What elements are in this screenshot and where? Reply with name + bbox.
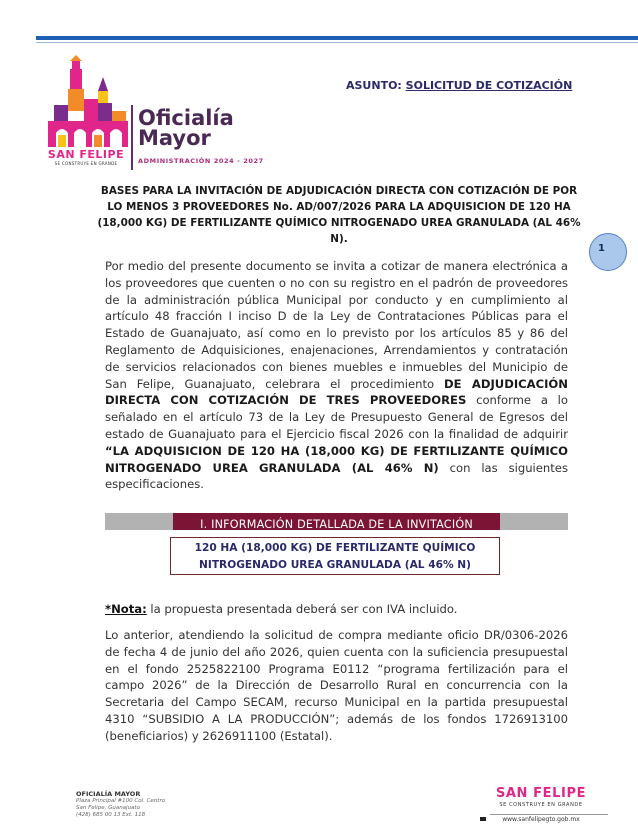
note-line (105, 602, 458, 616)
document-heading: BASES PARA LA INVITACIÓN DE ADJUDICACIÓN DIRECTA CON COTIZACIÓN DE POR LO MENOS 3 PROVEEDORES No. AD/007/2026 PARA LA ADQUISICION DE 120 HA (18,000 KG) DE FERTILIZANTE QUÍMICO NITROGENADO UREA GRANULADA (AL 46% N). (97, 185, 581, 245)
footer-rule (490, 814, 608, 815)
footer-marker (480, 817, 486, 821)
note-label: *Nota: (105, 602, 147, 616)
subject-line (346, 79, 572, 92)
budget-paragraph: Lo anterior, atendiendo la solicitud de compra mediante oficio DR/0306-2026 de fecha 4 de junio del año 2026, quien cuenta con la suficiencia presupuestal en el fondo 2525822100 Programa E0112 “programa fertilización para el campo 2026” de la Dirección de Desarrollo Rural en concurrencia con la Secretaria del Campo SECAM, recurso Municipal en la partida presupuestal 4310 “SUBSIDIO A LA PRODUCCIÓN”; además de los fondos 1726913100 (beneficiarios) y 2626911100 (Estatal). (105, 628, 568, 743)
footer-phone: (428) 685 00 13 Ext. 118 (76, 812, 146, 818)
page-number-badge (589, 233, 627, 271)
header-rule-thin (36, 42, 638, 43)
footer-contact (76, 790, 165, 819)
san-felipe-logo (48, 55, 130, 150)
note-text: la propuesta presentada deberá ser con IVA incluido. (146, 602, 458, 616)
footer-address-2: San Felipe, Guanajuato (76, 805, 140, 811)
intro-text-1: Por medio del presente documento se invita a cotizar de manera electrónica a los proveedores que cuenten o no con su registro en el padrón de proveedores de la administración pública Municipal por conducto y en cumplimiento al artículo 48 fracción I inciso D de la Ley de Contrataciones Públicas para el Estado de Guanajuato, así como en lo previsto por los artículos 85 y 86 del Reglamento de Adquisiciones, enajenaciones, Arrendamientos y contratación de servicios relacionados con bienes muebles e inmuebles del Municipio de San Felipe, Guanajuato, celebrara el procedimiento (105, 259, 568, 391)
section-title: I. INFORMACIÓN DETALLADA DE LA INVITACIÓN (200, 518, 473, 531)
intro-paragraph (105, 258, 568, 493)
item-line-2: NITROGENADO UREA GRANULADA (AL 46% N) (199, 559, 471, 571)
footer-brand-block (476, 786, 606, 823)
office-name: Oficialía Mayor (138, 106, 234, 150)
footer-brand: SAN FELIPE (495, 786, 587, 801)
footer-url[interactable]: www.sanfelipegto.gob.mx (502, 816, 580, 823)
item-line-1: 120 HA (18,000 KG) DE FERTILIZANTE QUÍMICO (194, 542, 476, 554)
page-number: 1 (598, 243, 605, 254)
footer-address-1: Plaza Principal #100 Col. Centro (76, 798, 166, 804)
administration-period: ADMINISTRACIÓN 2024 - 2027 (138, 157, 264, 165)
subject-value: SOLICITUD DE COTIZACIÓN (405, 79, 573, 92)
item-box (170, 537, 500, 575)
intro-text-3: con las siguientes especificaciones. (105, 460, 568, 492)
logo-slogan: SE CONSTRUYE EN GRANDE (54, 161, 118, 166)
subject-label: ASUNTO: (346, 79, 402, 92)
intro-bold-1: DE ADJUDICACIÓN DIRECTA CON COTIZACIÓN DE TRES PROVEEDORES (105, 376, 568, 408)
footer-slogan: SE CONSTRUYE EN GRANDE (499, 802, 583, 808)
footer-office: OFICIALÍA MAYOR (76, 790, 141, 798)
header-rule (36, 36, 638, 40)
section-header-inner (173, 513, 500, 530)
section-header (105, 513, 568, 530)
intro-text-2: conforme a lo señalado en el artículo 73 de la Ley de Presupuesto General de Egresos del estado de Guanajuato para el Ejercicio fiscal 2026 con la finalidad de adquirir (105, 393, 568, 441)
header-divider (131, 105, 133, 170)
intro-bold-2: “LA ADQUISICION DE 120 HA (18,000 KG) DE FERTILIZANTE QUÍMICO NITROGENADO UREA GRANULADA (AL 46% N) (105, 443, 568, 475)
logo-brand: SAN FELIPE (47, 148, 125, 161)
